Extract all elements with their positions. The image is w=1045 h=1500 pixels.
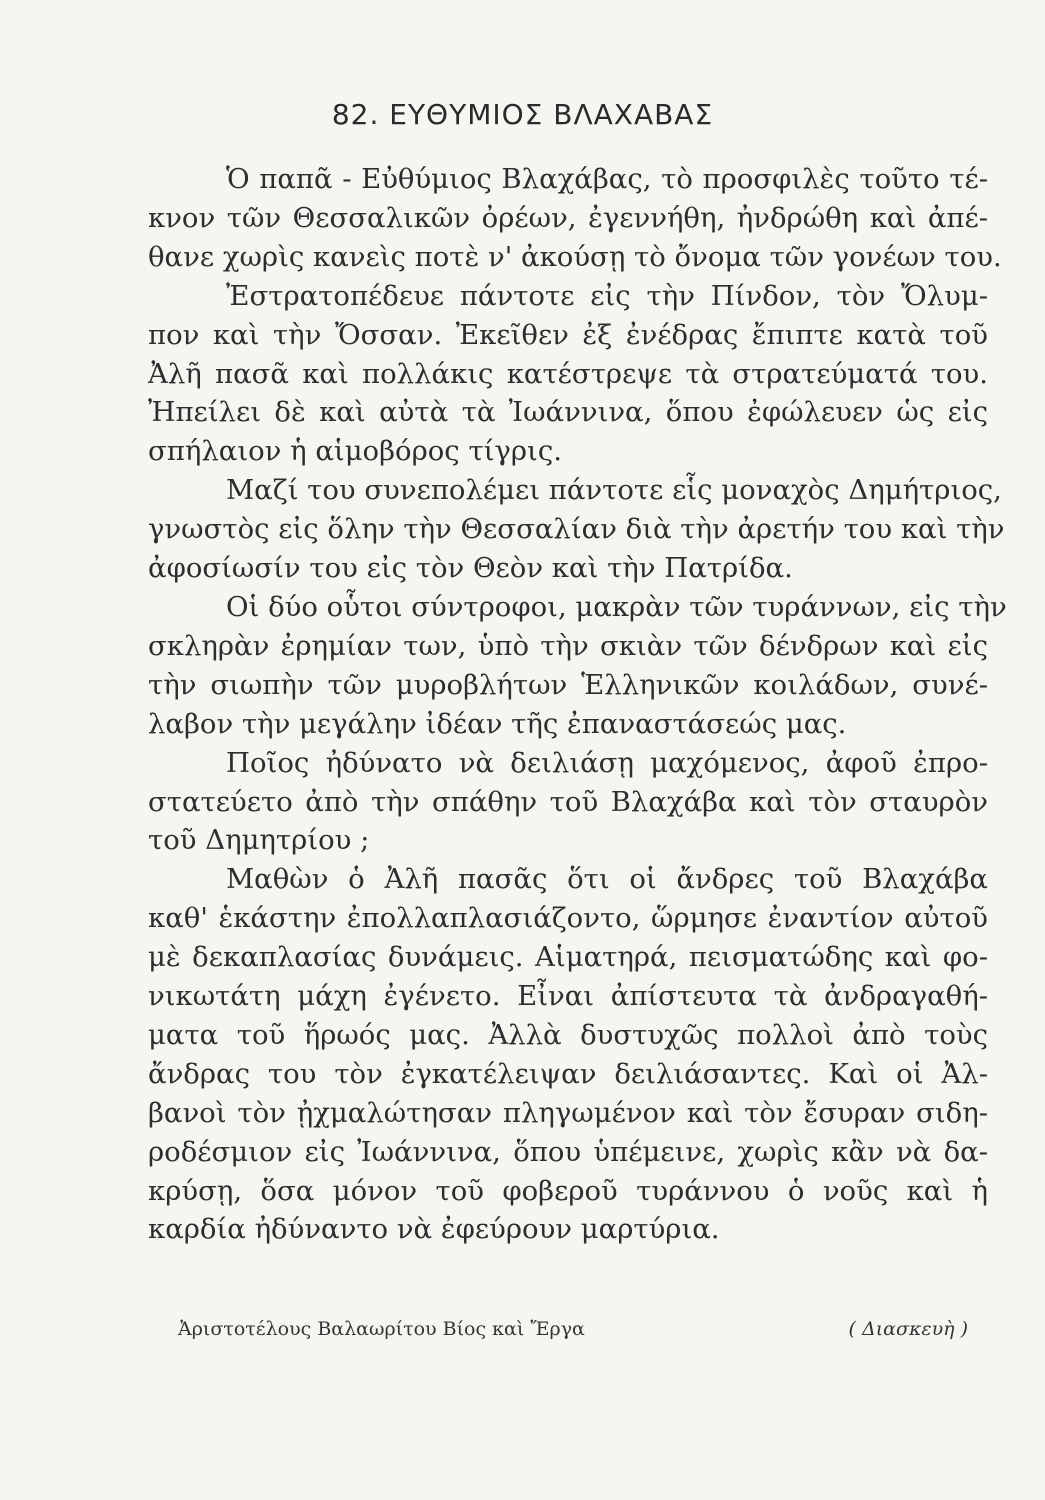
text-line: ματα τοῦ ἥρωός μας. Ἀλλὰ δυστυχῶς πολλοὶ ἀπὸ τοὺς [148, 1018, 988, 1051]
text-line: στατεύετο ἀπὸ τὴν σπάθην τοῦ Βλαχάβα καὶ τὸν σταυρὸν [148, 785, 988, 818]
text-line: κρύσῃ, ὅσα μόνον τοῦ φοβεροῦ τυράννου ὁ νοῦς καὶ ἡ [148, 1174, 988, 1207]
source-citation: Ἀριστοτέλους Βαλαωρίτου Βίος καὶ Ἔργα [178, 1318, 585, 1340]
text-line: λαβον τὴν μεγάλην ἰδέαν τῆς ἐπαναστάσεώς μας. [148, 707, 847, 740]
text-line: ἄνδρας του τὸν ἐγκατέλειψαν δειλιάσαντες. Καὶ οἱ Ἀλ- [148, 1057, 988, 1090]
text-line: τοῦ Δημητρίου ; [148, 824, 370, 857]
text-line: Ἀλῆ πασᾶ καὶ πολλάκις κατέστρεψε τὰ στρατεύματά του. [148, 357, 988, 390]
text-line: καρδία ἠδύναντο νὰ ἐφεύρουν μαρτύρια. [148, 1213, 720, 1246]
text-line: γνωστὸς εἰς ὅλην τὴν Θεσσαλίαν διὰ τὴν ἀρετήν του καὶ τὴν [148, 513, 1005, 546]
text-line: τὴν σιωπὴν τῶν μυροβλήτων Ἑλληνικῶν κοιλάδων, συνέ- [148, 668, 988, 701]
text-line: Μαθὼν ὁ Ἀλῆ πασᾶς ὅτι οἱ ἄνδρες τοῦ Βλαχάβα [226, 863, 988, 896]
text-line: σκληρὰν ἐρημίαν των, ὑπὸ τὴν σκιὰν τῶν δένδρων καὶ εἰς [148, 629, 988, 662]
text-line: Ποῖος ἠδύνατο νὰ δειλιάσῃ μαχόμενος, ἀφοῦ ἐπρο- [226, 746, 988, 779]
text-line: πον καὶ τὴν Ὄσσαν. Ἐκεῖθεν ἐξ ἐνέδρας ἔπιπτε κατὰ τοῦ [148, 318, 988, 351]
text-line: Μαζί του συνεπολέμει πάντοτε εἷς μοναχὸς Δημήτριος, [226, 474, 1002, 507]
text-line: καθ' ἑκάστην ἐπολλαπλασιάζοντο, ὥρμησε ἐναντίον αὐτοῦ [148, 902, 988, 935]
text-line: Οἱ δύο οὗτοι σύντροφοι, μακρὰν τῶν τυράννων, εἰς τὴν [226, 590, 1007, 623]
body-text [148, 160, 1007, 1249]
text-line: νικωτάτη μάχη ἐγένετο. Εἶναι ἀπίστευτα τὰ ἀνδραγαθή- [148, 980, 988, 1013]
page-title: 82. ΕΥΘΥΜΙΟΣ ΒΛΑΧΑΒΑΣ [331, 98, 714, 131]
text-line: θανε χωρὶς κανεὶς ποτὲ ν' ἀκούσῃ τὸ ὄνομα τῶν γονέων του. [148, 240, 1002, 273]
adaptation-note: ( Διασκευὴ ) [848, 1318, 968, 1340]
text-line: βανοὶ τὸν ᾐχμαλώτησαν πληγωμένον καὶ τὸν ἔσυραν σιδη- [148, 1096, 988, 1129]
text-line: κνον τῶν Θεσσαλικῶν ὀρέων, ἐγεννήθη, ἠνδρώθη καὶ ἀπέ- [148, 201, 988, 234]
text-line: μὲ δεκαπλασίας δυνάμεις. Αἱματηρά, πεισματώδης καὶ φο- [148, 941, 988, 974]
text-line: Ὁ παπᾶ - Εὐθύμιος Βλαχάβας, τὸ προσφιλὲς τοῦτο τέ- [226, 163, 988, 195]
text-line: σπήλαιον ἡ αἱμοβόρος τίγρις. [148, 435, 562, 468]
text-line: ροδέσμιον εἰς Ἰωάννινα, ὅπου ὑπέμεινε, χωρὶς κἂν νὰ δα- [148, 1135, 988, 1168]
text-line: Ἠπείλει δὲ καὶ αὐτὰ τὰ Ἰωάννινα, ὅπου ἐφώλευεν ὡς εἰς [148, 396, 988, 429]
text-line: ἀφοσίωσίν του εἰς τὸν Θεὸν καὶ τὴν Πατρίδα. [148, 552, 793, 585]
text-line: Ἐστρατοπέδευε πάντοτε εἰς τὴν Πίνδον, τὸν Ὄλυμ- [226, 279, 988, 312]
